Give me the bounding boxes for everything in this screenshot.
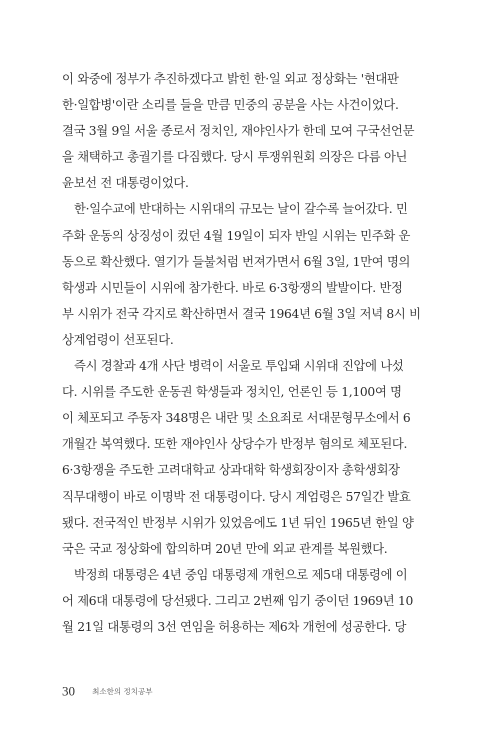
text-line: 윤보선 전 대통령이었다. <box>62 176 189 191</box>
text-line: 학생과 시민들이 시위에 참가한다. 바로 6·3항쟁의 발발이다. 반정 <box>62 280 403 295</box>
text-line: 다. 시위를 주도한 운동권 학생들과 정치인, 언론인 등 1,100여 명 <box>62 385 402 400</box>
text-line: 개월간 복역했다. 또한 재야인사 상당수가 반정부 혐의로 체포된다. <box>62 437 408 452</box>
text-line: 박정희 대통령은 4년 중임 대통령제 개헌으로 제5대 대통령에 이 <box>74 567 408 582</box>
page-footer <box>62 684 152 698</box>
text-line: 을 채택하고 총궐기를 다짐했다. 당시 투쟁위원회 의장은 다름 아닌 <box>62 150 408 165</box>
text-line: 이 체포되고 주동자 348명은 내란 및 소요죄로 서대문형무소에서 6 <box>62 411 411 426</box>
text-line: 한·일수교에 반대하는 시위대의 규모는 날이 갈수록 늘어갔다. 민 <box>74 202 408 217</box>
running-head: 최소한의 정치공부 <box>92 686 153 696</box>
text-line: 국은 국교 정상화에 합의하며 20년 만에 외교 관계를 복원했다. <box>62 541 388 556</box>
text-line: 즉시 경찰과 4개 사단 병력이 서울로 투입돼 시위대 진압에 나섰 <box>74 359 404 374</box>
text-line: 주화 운동의 상징성이 컸던 4월 19일이 되자 반일 시위는 민주화 운 <box>62 228 411 243</box>
text-line: 한·일합병'이란 소리를 들을 만큼 민중의 공분을 사는 사건이었다. <box>62 98 399 113</box>
text-line: 6·3항쟁을 주도한 고려대학교 상과대학 학생회장이자 총학생회장 <box>62 463 400 478</box>
text-line: 상계엄령이 선포된다. <box>62 332 174 347</box>
text-line: 동으로 확산했다. 열기가 들불처럼 번져가면서 6월 3일, 1만여 명의 <box>62 254 411 269</box>
text-line: 직무대행이 바로 이명박 전 대통령이다. 당시 계엄령은 57일간 발효 <box>62 489 411 504</box>
text-line: 됐다. 전국적인 반정부 시위가 있었음에도 1년 뒤인 1965년 한일 양 <box>62 515 414 530</box>
page-number: 30 <box>62 683 75 699</box>
text-line: 월 21일 대통령의 3선 연임을 허용하는 제6차 개헌에 성공한다. 당 <box>62 619 407 634</box>
text-line: 부 시위가 전국 각지로 확산하면서 결국 1964년 6월 3일 저녁 8시 비 <box>62 306 421 321</box>
text-line: 이 와중에 정부가 추진하겠다고 밝힌 한·일 외교 정상화는 '현대판 <box>62 72 399 86</box>
body-text <box>62 66 436 640</box>
text-line: 결국 3월 9일 서울 종로서 정치인, 재야인사가 한데 모여 구국선언문 <box>62 124 415 139</box>
text-line: 어 제6대 대통령에 당선됐다. 그리고 2번째 임기 중이던 1969년 10 <box>62 593 414 608</box>
